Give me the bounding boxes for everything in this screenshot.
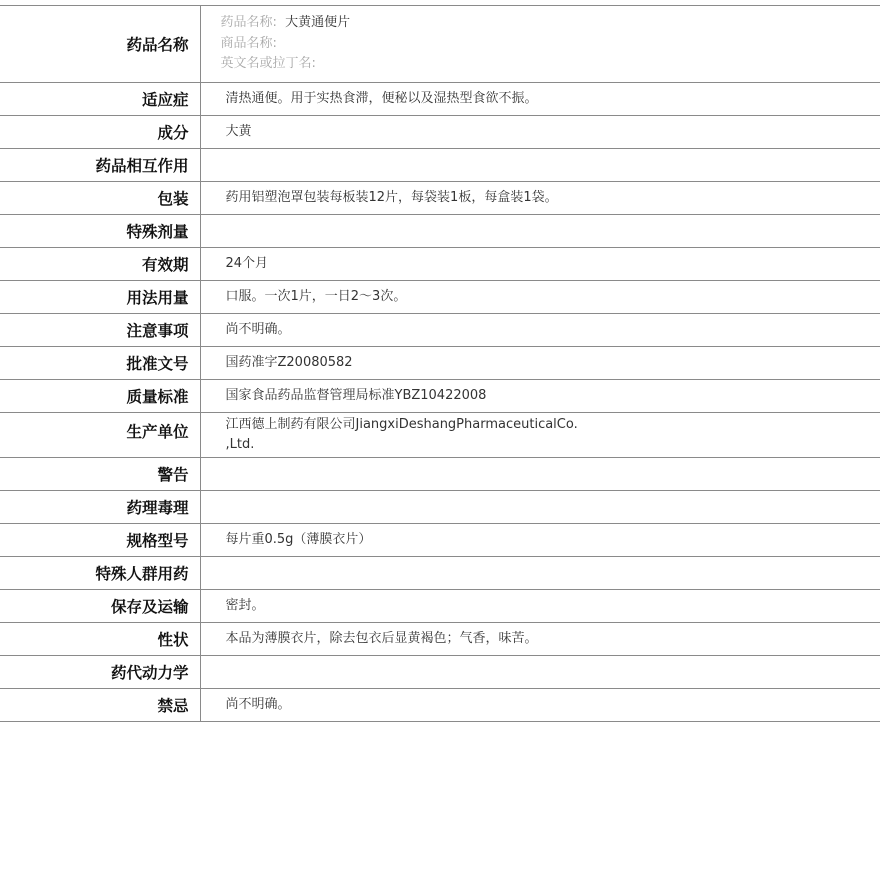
drug-name-value: 大黄通便片 <box>285 15 351 31</box>
row-value-drug-name <box>200 6 880 83</box>
drug-info-table <box>0 5 880 722</box>
manufacturer-line-1: 江西德上制药有限公司JiangxiDeshangPharmaceuticalCo. <box>225 417 578 432</box>
row-value-storage-transport: 密封。 <box>200 590 880 623</box>
table-row-approval-number <box>0 347 880 380</box>
row-value-specification: 每片重0.5g（薄膜衣片） <box>200 524 880 557</box>
table-row-drug-name <box>0 6 880 83</box>
row-label-storage-transport: 保存及运输 <box>0 590 200 623</box>
row-value-special-dosage <box>200 215 880 248</box>
table-row-special-dosage <box>0 215 880 248</box>
row-value-manufacturer <box>200 413 880 458</box>
english-name-line <box>221 54 880 75</box>
row-value-interactions <box>200 149 880 182</box>
row-label-description: 性状 <box>0 623 200 656</box>
table-row-precautions <box>0 314 880 347</box>
trade-name-key: 商品名称: <box>220 35 277 51</box>
table-row-shelf-life <box>0 248 880 281</box>
table-row-quality-standard <box>0 380 880 413</box>
manufacturer-line-2: ,Ltd. <box>225 437 255 452</box>
drug-name-line <box>221 13 880 34</box>
row-value-pharmacokinetics <box>200 656 880 689</box>
drug-name-key: 药品名称: <box>220 15 277 31</box>
table-row-pharmacology-toxicology <box>0 491 880 524</box>
table-row-warning <box>0 458 880 491</box>
row-label-manufacturer: 生产单位 <box>0 413 200 458</box>
trade-name-line <box>221 34 880 55</box>
table-row-packaging <box>0 182 880 215</box>
table-row-contraindications <box>0 689 880 722</box>
row-value-approval-number: 国药准字Z20080582 <box>200 347 880 380</box>
row-label-approval-number: 批准文号 <box>0 347 200 380</box>
row-value-precautions: 尚不明确。 <box>200 314 880 347</box>
row-label-special-populations: 特殊人群用药 <box>0 557 200 590</box>
row-value-usage-dosage: 口服。一次1片，一日2～3次。 <box>200 281 880 314</box>
table-row-storage-transport <box>0 590 880 623</box>
row-value-quality-standard: 国家食品药品监督管理局标准YBZ10422008 <box>200 380 880 413</box>
row-label-drug-name: 药品名称 <box>0 6 200 83</box>
table-row-description <box>0 623 880 656</box>
row-label-quality-standard: 质量标准 <box>0 380 200 413</box>
row-label-precautions: 注意事项 <box>0 314 200 347</box>
table-row-ingredients <box>0 116 880 149</box>
row-label-specification: 规格型号 <box>0 524 200 557</box>
row-value-packaging: 药用铝塑泡罩包装每板装12片，每袋装1板，每盒装1袋。 <box>200 182 880 215</box>
row-value-contraindications: 尚不明确。 <box>200 689 880 722</box>
table-row-interactions <box>0 149 880 182</box>
row-label-indication: 适应症 <box>0 83 200 116</box>
row-value-description: 本品为薄膜衣片，除去包衣后显黄褐色；气香，味苦。 <box>200 623 880 656</box>
name-block <box>211 13 880 75</box>
row-value-indication: 清热通便。用于实热食滞，便秘以及湿热型食欲不振。 <box>200 83 880 116</box>
row-label-special-dosage: 特殊剂量 <box>0 215 200 248</box>
table-row-usage-dosage <box>0 281 880 314</box>
row-value-ingredients: 大黄 <box>200 116 880 149</box>
table-row-special-populations <box>0 557 880 590</box>
table-row-specification <box>0 524 880 557</box>
row-label-pharmacokinetics: 药代动力学 <box>0 656 200 689</box>
table-row-indication <box>0 83 880 116</box>
row-label-warning: 警告 <box>0 458 200 491</box>
row-label-shelf-life: 有效期 <box>0 248 200 281</box>
row-label-packaging: 包装 <box>0 182 200 215</box>
row-label-contraindications: 禁忌 <box>0 689 200 722</box>
row-value-warning <box>200 458 880 491</box>
table-row-manufacturer <box>0 413 880 458</box>
english-name-key: 英文名或拉丁名: <box>220 56 316 72</box>
row-label-usage-dosage: 用法用量 <box>0 281 200 314</box>
row-label-interactions: 药品相互作用 <box>0 149 200 182</box>
row-label-ingredients: 成分 <box>0 116 200 149</box>
row-value-shelf-life: 24个月 <box>200 248 880 281</box>
row-label-pharmacology-toxicology: 药理毒理 <box>0 491 200 524</box>
row-value-pharmacology-toxicology <box>200 491 880 524</box>
table-row-pharmacokinetics <box>0 656 880 689</box>
row-value-special-populations <box>200 557 880 590</box>
